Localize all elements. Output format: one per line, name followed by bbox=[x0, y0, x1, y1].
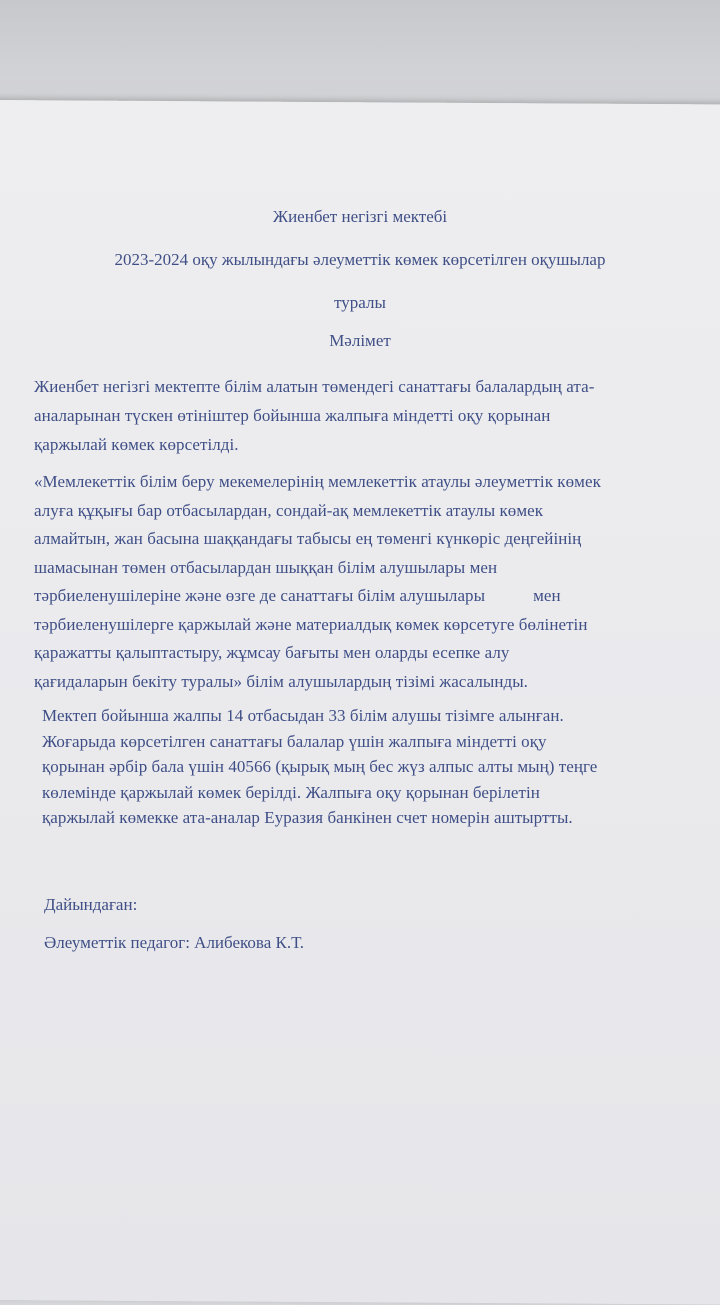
paragraph-line: қаржылай көмекке ата-аналар Еуразия банкінен счет номерін аштыртты. bbox=[42, 808, 573, 827]
paragraph-line: көлемінде қаржылай көмек берілді. Жалпыға оқу қорынан берілетін bbox=[42, 782, 540, 802]
paragraph-line: шамасынан төмен отбасылардан шыққан білім алушылары мен bbox=[34, 557, 498, 577]
heading-line-2: туралы bbox=[334, 293, 386, 312]
paragraph-line-part: тәрбиеленушілеріне және өзге де санаттағы білім алушылары bbox=[34, 586, 486, 605]
paragraph-summary bbox=[42, 703, 597, 831]
paragraph-line: «Мемлекеттік білім беру мекемелерінің мемлекеттік атаулы әлеуметтік көмек bbox=[34, 472, 601, 491]
paragraph-line-split bbox=[34, 582, 601, 611]
paragraph-line: тәрбиеленушілерге қаржылай және материалдық көмек көрсетуге бөлінетін bbox=[34, 614, 588, 634]
document-title: Мәлімет bbox=[329, 331, 391, 350]
paragraph-line: Мектеп бойынша жалпы 14 отбасыдан 33 білім алушы тізімге алынған. bbox=[42, 706, 564, 725]
signature-line: Әлеуметтік педагог: Алибекова К.Т. bbox=[44, 933, 305, 952]
paragraph-line: Жиенбет негізгі мектепте білім алатын төмендегі санаттағы балалардың ата- bbox=[34, 377, 595, 396]
paragraph-line: қаржылай көмек көрсетілді. bbox=[34, 435, 239, 454]
paragraph-line: қорынан әрбір бала үшін 40566 (қырық мың бес жүз алпыс алты мың) теңге bbox=[42, 757, 598, 776]
paragraph-intro bbox=[34, 372, 594, 459]
paragraph-line: қағидаларын бекіту туралы» білім алушылардың тізімі жасалынды. bbox=[34, 671, 528, 691]
paragraph-line: алуға құқығы бар отбасылардан, сондай-ақ мемлекеттік атаулы көмек bbox=[34, 500, 544, 520]
prepared-by-label: Дайындаған: bbox=[44, 895, 138, 914]
paragraph-regulation bbox=[34, 468, 601, 696]
paragraph-line: қаражатты қалыптастыру, жұмсау бағыты мен оларды есепке алу bbox=[34, 643, 510, 662]
heading-line-1: 2023-2024 оқу жылындағы әлеуметтік көмек көрсетілген оқушылар bbox=[114, 250, 606, 269]
paragraph-line: алмайтын, жан басына шаққандағы табысы ең төменгі күнкөріс деңгейінің bbox=[34, 529, 582, 548]
paragraph-line: Жоғарыда көрсетілген санаттағы балалар үшін жалпыға міндетті оқу bbox=[42, 731, 547, 751]
school-name: Жиенбет негізгі мектебі bbox=[272, 207, 448, 226]
paragraph-line-part: мен bbox=[533, 586, 561, 605]
paragraph-line: аналарынан түскен өтініштер бойынша жалпыға міндетті оқу қорынан bbox=[34, 406, 551, 425]
